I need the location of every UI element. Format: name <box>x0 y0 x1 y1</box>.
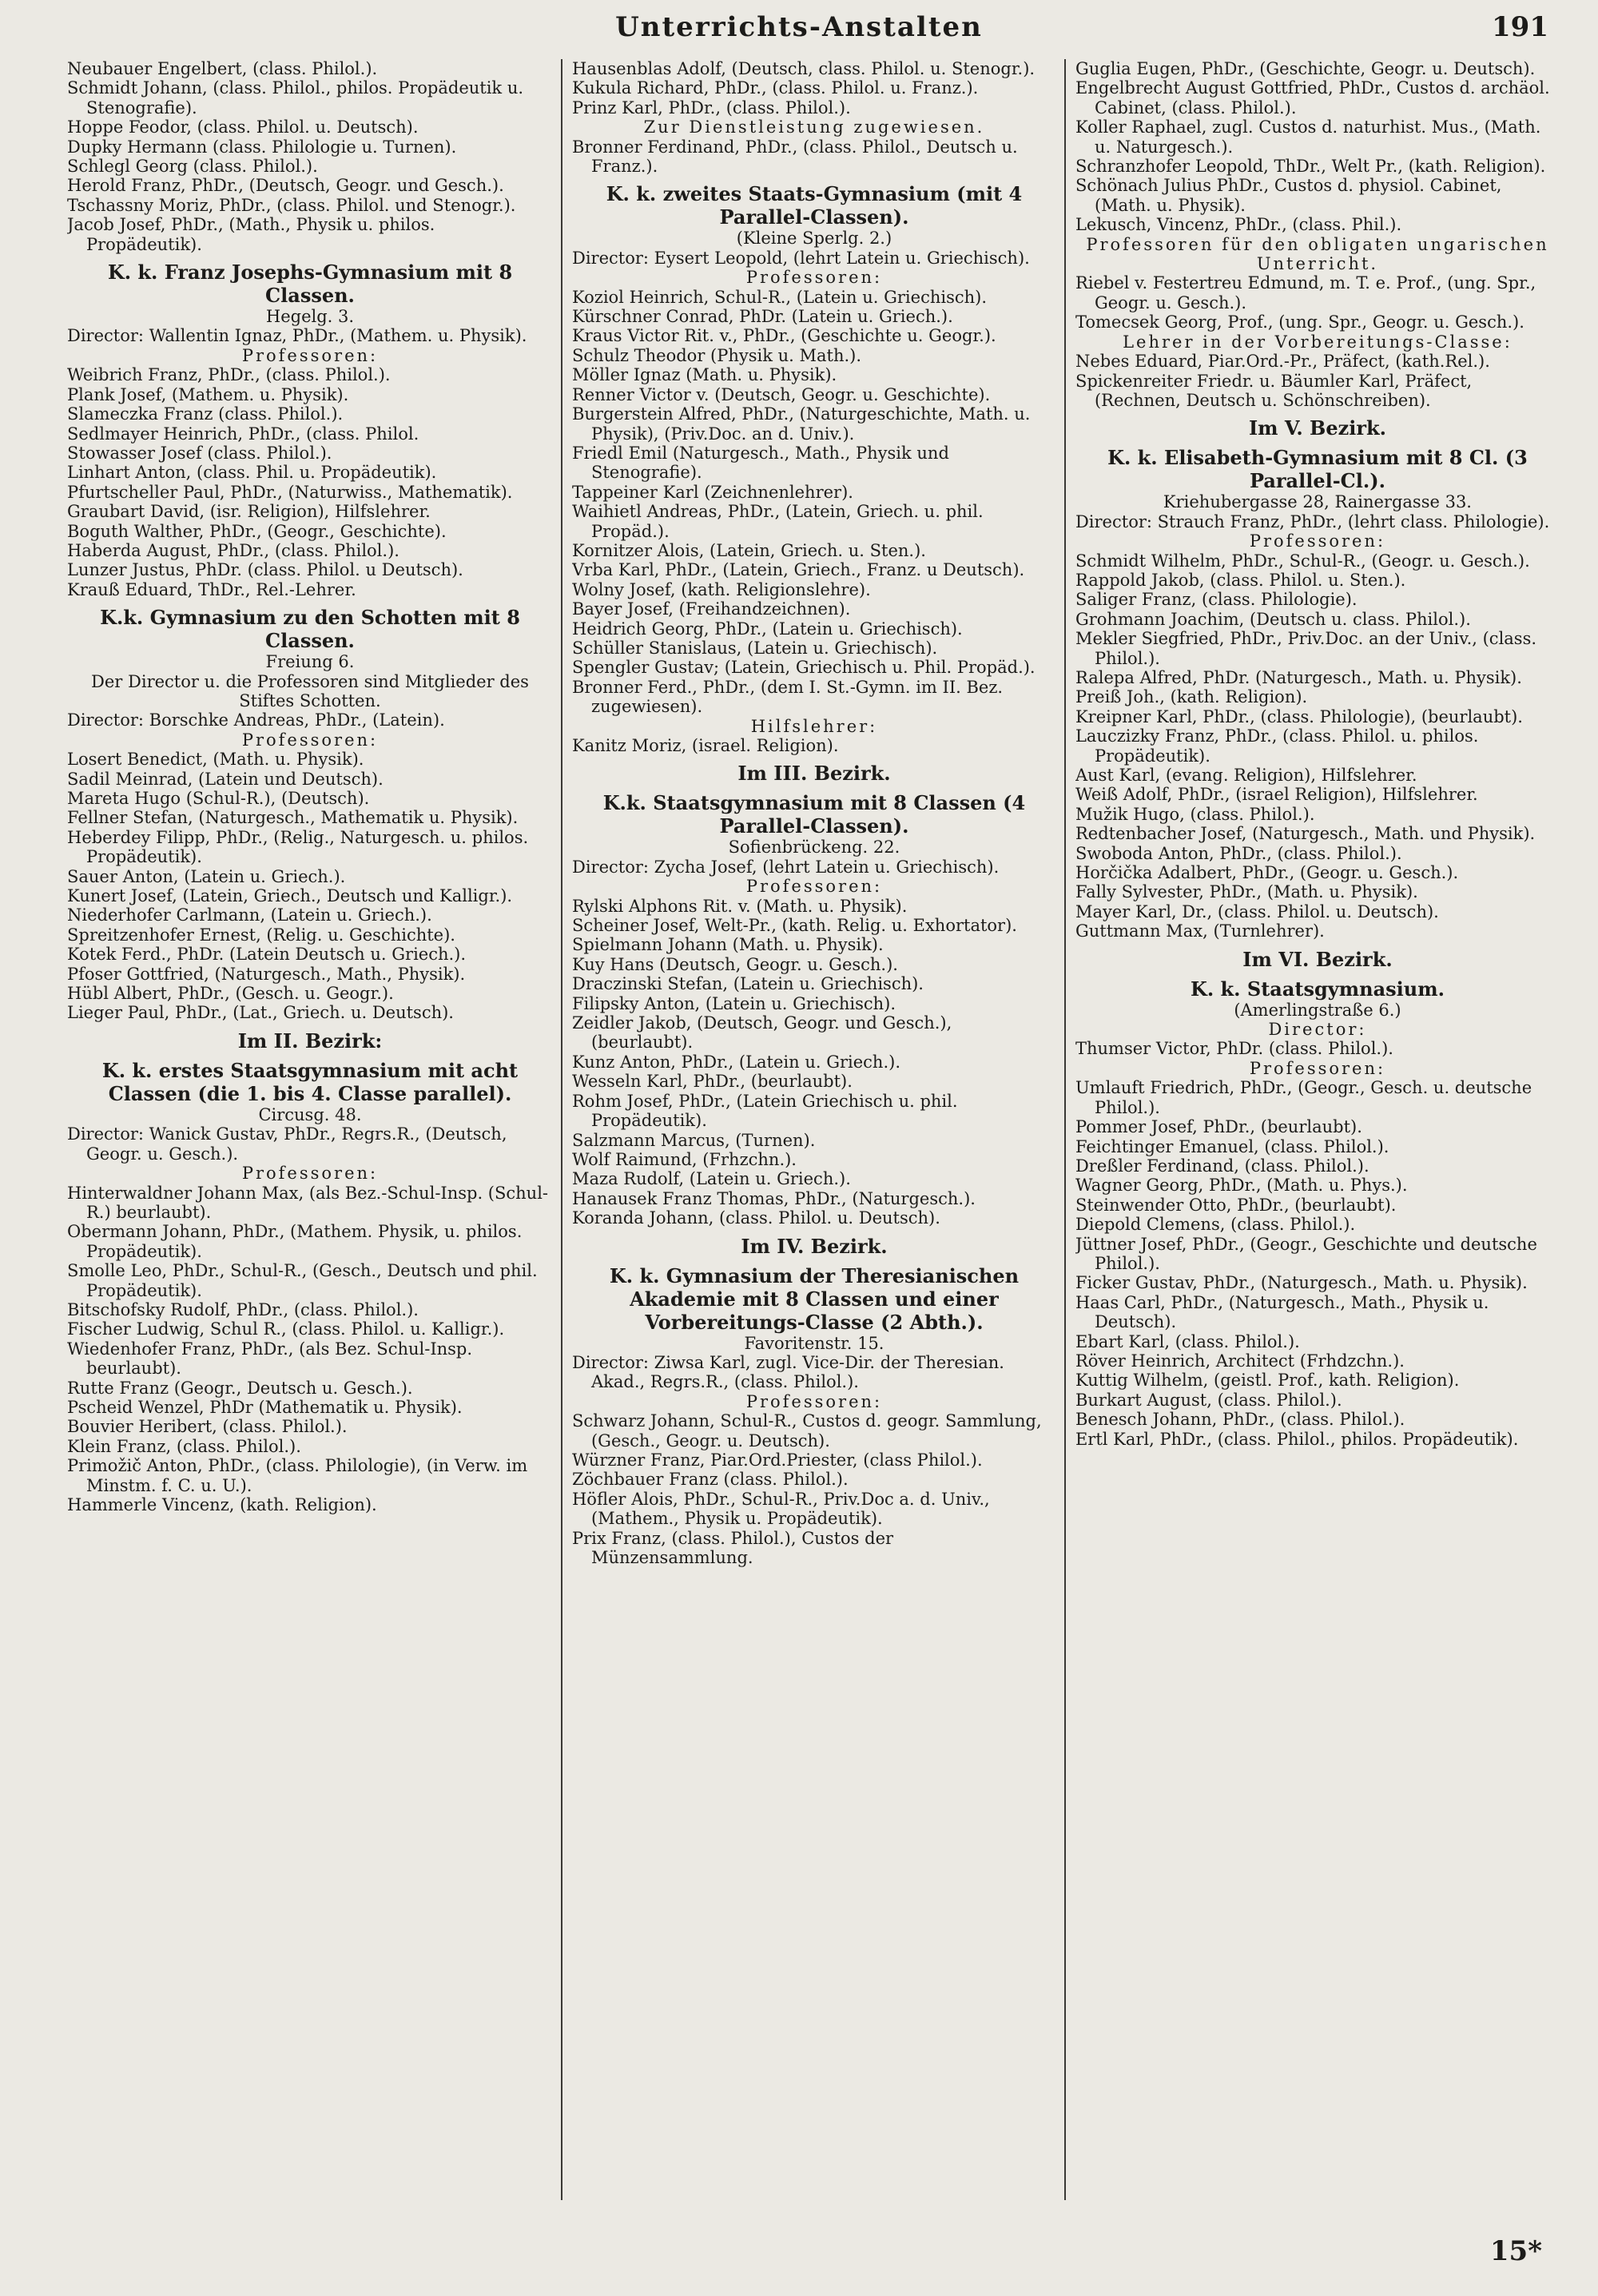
section-heading: Im II. Bezirk: <box>237 1029 383 1052</box>
address-line: Sofienbrückeng. 22. <box>728 838 900 858</box>
staff-entry: Schmidt Johann, (class. Philol., philos. Propädeutik u. Stenografie). <box>67 78 524 117</box>
section-heading: K. k. Franz Josephs-Gymnasium mit 8 Classen. <box>107 261 513 308</box>
staff-entry: Bayer Josef, (Freihandzeichnen). <box>571 599 851 619</box>
staff-entry: Ficker Gustav, PhDr., (Naturgesch., Math. u. Physik). <box>1075 1273 1528 1293</box>
staff-entry: Klein Franz, (class. Philol.). <box>67 1436 301 1456</box>
staff-entry: Wolny Josef, (kath. Religionslehre). <box>571 579 871 599</box>
staff-entry: Hinterwaldner Johann Max, (als Bez.-Schul-Insp. (Schul-R.) beurlaubt). <box>67 1183 549 1222</box>
staff-entry: Riebel v. Festertreu Edmund, m. T. e. Prof., (ung. Spr., Geogr. u. Gesch.). <box>1075 273 1536 312</box>
subsection-label: Hilfslehrer: <box>750 716 878 736</box>
staff-entry: Fellner Stefan, (Naturgesch., Mathematik u. Physik). <box>67 808 519 828</box>
staff-entry: Saliger Franz, (class. Philologie). <box>1075 590 1358 610</box>
staff-entry: Kotek Ferd., PhDr. (Latein Deutsch u. Griech.). <box>67 945 467 965</box>
staff-entry: Bronner Ferdinand, PhDr., (class. Philol., Deutsch u. Franz.). <box>571 137 1018 177</box>
staff-entry: Haberda August, PhDr., (class. Philol.). <box>67 540 400 560</box>
staff-entry: Director: Borschke Andreas, PhDr., (Latein). <box>67 710 445 730</box>
signature-mark: 15* <box>1489 2235 1542 2267</box>
staff-entry: Prix Franz, (class. Philol.), Custos der Münzensammlung. <box>571 1528 894 1567</box>
subsection-label: Professoren für den obligaten ungarischen Unterricht. <box>1086 234 1549 274</box>
staff-entry: Weiß Adolf, PhDr., (israel Religion), Hilfslehrer. <box>1075 785 1478 805</box>
staff-entry: Director: Wallentin Ignaz, PhDr., (Mathem. u. Physik). <box>67 326 527 346</box>
staff-entry: Bronner Ferd., PhDr., (dem I. St.-Gymn. im II. Bez. zugewiesen). <box>571 677 1004 717</box>
column-right <box>1064 59 1568 2200</box>
staff-entry: Burkart August, (class. Philol.). <box>1075 1390 1342 1410</box>
subsection-label: Professoren: <box>745 877 883 897</box>
column-left <box>58 59 561 2200</box>
staff-entry: Rappold Jakob, (class. Philol. u. Sten.). <box>1075 570 1406 590</box>
staff-entry: Höfler Alois, PhDr., Schul-R., Priv.Doc a. d. Univ., (Mathem., Physik u. Propädeutik). <box>571 1489 990 1529</box>
subsection-label: Professoren: <box>1249 1058 1386 1078</box>
section-heading: Im V. Bezirk. <box>1248 416 1386 440</box>
staff-entry: Benesch Johann, PhDr., (class. Philol.). <box>1075 1410 1405 1430</box>
address-line: Circusg. 48. <box>258 1104 362 1124</box>
staff-entry: Mayer Karl, Dr., (class. Philol. u. Deutsch). <box>1075 901 1439 921</box>
subsection-label: Professoren: <box>745 1391 883 1411</box>
staff-entry: Thumser Victor, PhDr. (class. Philol.). <box>1075 1039 1393 1059</box>
staff-entry: Pfoser Gottfried, (Naturgesch., Math., Physik). <box>67 964 466 984</box>
staff-entry: Director: Zycha Josef, (lehrt Latein u. Griechisch). <box>571 857 1000 877</box>
staff-entry: Waihietl Andreas, PhDr., (Latein, Griech. u. phil. Propäd.). <box>571 502 984 541</box>
section-heading: K. k. zweites Staats-Gymnasium (mit 4 Parallel-Classen). <box>606 182 1023 229</box>
staff-entry: Obermann Johann, PhDr., (Mathem. Physik, u. philos. Propädeutik). <box>67 1222 523 1261</box>
section-heading: K. k. Elisabeth-Gymnasium mit 8 Cl. (3 Parallel-Cl.). <box>1107 446 1528 493</box>
staff-entry: Rylski Alphons Rit. v. (Math. u. Physik). <box>571 896 908 916</box>
staff-entry: Friedl Emil (Naturgesch., Math., Physik und Stenografie). <box>571 443 949 483</box>
address-line: Favoritenstr. 15. <box>744 1333 884 1353</box>
staff-entry: Heberdey Filipp, PhDr., (Relig., Naturgesch. u. philos. Propädeutik). <box>67 827 529 867</box>
address-line: Kriehubergasse 28, Rainergasse 33. <box>1163 492 1472 512</box>
staff-entry: Slameczka Franz (class. Philol.). <box>67 404 344 424</box>
staff-entry: Kunert Josef, (Latein, Griech., Deutsch und Kalligr.). <box>67 886 513 906</box>
staff-entry: Vrba Karl, PhDr., (Latein, Griech., Franz. u Deutsch). <box>571 560 1025 580</box>
staff-entry: Schwarz Johann, Schul-R., Custos d. geogr. Sammlung, (Gesch., Geogr. u. Deutsch). <box>571 1411 1042 1450</box>
staff-entry: Lekusch, Vincenz, PhDr., (class. Phil.). <box>1075 215 1402 235</box>
staff-entry: Tschassny Moriz, PhDr., (class. Philol. und Stenogr.). <box>67 195 516 215</box>
staff-entry: Fischer Ludwig, Schul R., (class. Philol. u. Kalligr.). <box>67 1319 505 1339</box>
staff-entry: Preiß Joh., (kath. Religion). <box>1075 687 1308 707</box>
staff-entry: Spickenreiter Friedr. u. Bäumler Karl, Präfect, (Rechnen, Deutsch u. Schönschreiben). <box>1075 371 1473 410</box>
staff-entry: Stowasser Josef (class. Philol.). <box>67 443 332 463</box>
staff-entry: Burgerstein Alfred, PhDr., (Naturgeschichte, Math. u. Physik), (Priv.Doc. an d. Univ.). <box>571 404 1031 444</box>
staff-entry: Kraus Victor Rit. v., PhDr., (Geschichte u. Geogr.). <box>571 326 996 346</box>
staff-entry: Renner Victor v. (Deutsch, Geogr. u. Geschichte). <box>571 384 991 404</box>
staff-entry: Ertl Karl, PhDr., (class. Philol., philos. Propädeutik). <box>1075 1429 1519 1449</box>
column-middle <box>561 59 1064 2200</box>
staff-entry: Director: Ziwsa Karl, zugl. Vice-Dir. der Theresian. Akad., Regrs.R., (class. Philol.). <box>571 1352 1004 1392</box>
subsection-label: Lehrer in der Vorbereitungs-Classe: <box>1123 332 1513 352</box>
staff-entry: Bouvier Heribert, (class. Philol.). <box>67 1417 348 1437</box>
staff-entry: Krauß Eduard, ThDr., Rel.-Lehrer. <box>67 579 356 599</box>
staff-entry: Wolf Raimund, (Frhzchn.). <box>571 1149 797 1169</box>
staff-entry: Salzmann Marcus, (Turnen). <box>571 1130 816 1150</box>
staff-entry: Director: Wanick Gustav, PhDr., Regrs.R., (Deutsch, Geogr. u. Gesch.). <box>67 1124 507 1164</box>
staff-entry: Filipsky Anton, (Latein u. Griechisch). <box>571 993 896 1013</box>
section-heading: K. k. erstes Staatsgymnasium mit acht Classen (die 1. bis 4. Classe parallel). <box>101 1058 519 1105</box>
staff-entry: Fally Sylvester, PhDr., (Math. u. Physik). <box>1075 882 1418 902</box>
staff-entry: Neubauer Engelbert, (class. Philol.). <box>67 59 378 78</box>
staff-entry: Niederhofer Carlmann, (Latein u. Griech.). <box>67 905 432 925</box>
staff-entry: Kürschner Conrad, PhDr. (Latein u. Griech.). <box>571 307 953 327</box>
staff-entry: Koller Raphael, zugl. Custos d. naturhist. Mus., (Math. u. Naturgesch.). <box>1075 117 1541 157</box>
staff-entry: Hoppe Feodor, (class. Philol. u. Deutsch). <box>67 117 419 137</box>
staff-entry: Schulz Theodor (Physik u. Math.). <box>571 345 862 365</box>
staff-entry: Redtenbacher Josef, (Naturgesch., Math. und Physik). <box>1075 824 1536 844</box>
staff-entry: Horčička Adalbert, PhDr., (Geogr. u. Gesch.). <box>1075 863 1459 883</box>
staff-entry: Director: Eysert Leopold, (lehrt Latein u. Griechisch). <box>571 248 1030 268</box>
staff-entry: Diepold Clemens, (class. Philol.). <box>1075 1215 1356 1235</box>
staff-entry: Losert Benedict, (Math. u. Physik). <box>67 750 364 770</box>
staff-entry: Maza Rudolf, (Latein u. Griech.). <box>571 1169 851 1189</box>
staff-entry: Rutte Franz (Geogr., Deutsch u. Gesch.). <box>67 1378 413 1398</box>
staff-entry: Guglia Eugen, PhDr., (Geschichte, Geogr. u. Deutsch). <box>1075 59 1536 78</box>
staff-entry: Mužik Hugo, (class. Philol.). <box>1075 804 1315 824</box>
staff-entry: Dreßler Ferdinand, (class. Philol.). <box>1075 1156 1369 1176</box>
staff-entry: Hammerle Vincenz, (kath. Religion). <box>67 1495 377 1514</box>
staff-entry: Kornitzer Alois, (Latein, Griech. u. Sten.). <box>571 540 926 560</box>
subsection-label: Director: <box>1268 1020 1367 1040</box>
staff-entry: Rohm Josef, PhDr., (Latein Griechisch u. phil. Propädeutik). <box>571 1091 958 1131</box>
staff-entry: Guttmann Max, (Turnlehrer). <box>1075 921 1325 941</box>
staff-entry: Nebes Eduard, Piar.Ord.-Pr., Präfect, (kath.Rel.). <box>1075 352 1490 372</box>
staff-entry: Kuy Hans (Deutsch, Geogr. u. Gesch.). <box>571 954 898 974</box>
staff-entry: Sedlmayer Heinrich, PhDr., (class. Philol. <box>67 424 419 444</box>
address-line: (Amerlingstraße 6.) <box>1234 1000 1401 1020</box>
staff-entry: Kunz Anton, PhDr., (Latein u. Griech.). <box>571 1052 901 1072</box>
staff-entry: Zöchbauer Franz (class. Philol.). <box>571 1470 849 1490</box>
staff-entry: Kuttig Wilhelm, (geistl. Prof., kath. Religion). <box>1075 1371 1460 1391</box>
staff-entry: Swoboda Anton, PhDr., (class. Philol.). <box>1075 843 1402 863</box>
staff-entry: Weibrich Franz, PhDr., (class. Philol.). <box>67 365 391 385</box>
staff-entry: Pommer Josef, PhDr., (beurlaubt). <box>1075 1117 1362 1137</box>
staff-entry: Schlegl Georg (class. Philol.). <box>67 157 318 177</box>
section-heading: Im III. Bezirk. <box>737 762 891 786</box>
staff-entry: Schranzhofer Leopold, ThDr., Welt Pr., (kath. Religion). <box>1075 157 1546 177</box>
staff-entry: Ralepa Alfred, PhDr. (Naturgesch., Math. u. Physik). <box>1075 667 1522 687</box>
staff-entry: Director: Strauch Franz, PhDr., (lehrt class. Philologie). <box>1075 511 1550 531</box>
staff-entry: Schönach Julius PhDr., Custos d. physiol. Cabinet, (Math. u. Physik). <box>1075 176 1502 215</box>
staff-entry: Graubart David, (isr. Religion), Hilfslehrer. <box>67 502 431 522</box>
staff-entry: Grohmann Joachim, (Deutsch u. class. Philol.). <box>1075 609 1471 629</box>
subsection-label: Professoren: <box>241 345 379 365</box>
text-columns <box>58 59 1568 2200</box>
staff-entry: Spengler Gustav; (Latein, Griechisch u. Phil. Propäd.). <box>571 658 1036 678</box>
staff-entry: Haas Carl, PhDr., (Naturgesch., Math., Physik u. Deutsch). <box>1075 1292 1489 1332</box>
staff-entry: Wiedenhofer Franz, PhDr., (als Bez. Schul-Insp. beurlaubt). <box>67 1339 473 1379</box>
staff-entry: Mekler Siegfried, PhDr., Priv.Doc. an der Univ., (class. Philol.). <box>1075 629 1537 668</box>
staff-entry: Spielmann Johann (Math. u. Physik). <box>571 935 884 955</box>
staff-entry: Hausenblas Adolf, (Deutsch, class. Philol. u. Stenogr.). <box>571 59 1036 78</box>
staff-entry: Engelbrecht August Gottfried, PhDr., Custos d. archäol. Cabinet, (class. Philol.). <box>1075 78 1550 117</box>
staff-entry: Lauczizky Franz, PhDr., (class. Philol. u. philos. Propädeutik). <box>1075 726 1479 766</box>
staff-entry: Herold Franz, PhDr., (Deutsch, Geogr. und Gesch.). <box>67 176 504 196</box>
section-heading: Im VI. Bezirk. <box>1242 947 1393 971</box>
subsection-label: Professoren: <box>241 1164 379 1184</box>
staff-entry: Sadil Meinrad, (Latein und Deutsch). <box>67 769 384 789</box>
staff-entry: Tomecsek Georg, Prof., (ung. Spr., Geogr. u. Gesch.). <box>1075 312 1524 332</box>
staff-entry: Aust Karl, (evang. Religion), Hilfslehrer. <box>1075 766 1417 785</box>
staff-entry: Smolle Leo, PhDr., Schul-R., (Gesch., Deutsch und phil. Propädeutik). <box>67 1261 538 1300</box>
page-header-title: Unterrichts-Anstalten <box>615 11 983 43</box>
address-line: Freiung 6. <box>265 652 355 672</box>
staff-entry: Linhart Anton, (class. Phil. u. Propädeutik). <box>67 463 437 483</box>
staff-entry: Pfurtscheller Paul, PhDr., (Naturwiss., Mathematik). <box>67 482 513 502</box>
address-line: Der Director u. die Professoren sind Mitglieder des Stiftes Schotten. <box>91 671 529 710</box>
staff-entry: Draczinski Stefan, (Latein u. Griechisch). <box>571 974 924 994</box>
address-line: (Kleine Sperlg. 2.) <box>736 229 892 249</box>
staff-entry: Lieger Paul, PhDr., (Lat., Griech. u. Deutsch). <box>67 1003 454 1023</box>
staff-entry: Plank Josef, (Mathem. u. Physik). <box>67 384 349 404</box>
staff-entry: Kreipner Karl, PhDr., (class. Philologie), (beurlaubt). <box>1075 706 1523 726</box>
section-heading: K. k. Gymnasium der Theresianischen Akademie mit 8 Classen und einer Vorbereitungs-Classe (2 Abth.). <box>609 1263 1020 1334</box>
section-heading: Im IV. Bezirk. <box>741 1234 888 1258</box>
address-line: Hegelg. 3. <box>265 307 355 327</box>
staff-entry: Steinwender Otto, PhDr., (beurlaubt). <box>1075 1195 1397 1215</box>
staff-entry: Röver Heinrich, Architect (Frhdzchn.). <box>1075 1351 1405 1371</box>
subsection-label: Professoren: <box>241 730 379 750</box>
staff-entry: Jüttner Josef, PhDr., (Geogr., Geschichte und deutsche Philol.). <box>1075 1234 1537 1273</box>
staff-entry: Schmidt Wilhelm, PhDr., Schul-R., (Geogr. u. Gesch.). <box>1075 551 1530 571</box>
staff-entry: Spreitzenhofer Ernest, (Relig. u. Geschichte). <box>67 925 455 945</box>
staff-entry: Bitschofsky Rudolf, PhDr., (class. Philol.). <box>67 1299 419 1319</box>
section-heading: K. k. Staatsgymnasium. <box>1190 977 1445 1001</box>
staff-entry: Kukula Richard, PhDr., (class. Philol. u. Franz.). <box>571 78 979 98</box>
staff-entry: Primožič Anton, PhDr., (class. Philologie), (in Verw. im Minstm. f. C. u. U.). <box>67 1456 528 1495</box>
subsection-label: Zur Dienstleistung zugewiesen. <box>643 117 985 137</box>
staff-entry: Sauer Anton, (Latein u. Griech.). <box>67 866 346 886</box>
staff-entry: Möller Ignaz (Math. u. Physik). <box>571 365 837 385</box>
section-heading: K.k. Staatsgymnasium mit 8 Classen (4 Parallel-Classen). <box>602 791 1026 838</box>
staff-entry: Würzner Franz, Piar.Ord.Priester, (class Philol.). <box>571 1450 983 1470</box>
staff-entry: Mareta Hugo (Schul-R.), (Deutsch). <box>67 789 370 808</box>
staff-entry: Boguth Walther, PhDr., (Geogr., Geschichte). <box>67 521 447 541</box>
staff-entry: Umlauft Friedrich, PhDr., (Geogr., Gesch. u. deutsche Philol.). <box>1075 1078 1532 1117</box>
staff-entry: Hanausek Franz Thomas, PhDr., (Naturgesch.). <box>571 1188 976 1208</box>
staff-entry: Prinz Karl, PhDr., (class. Philol.). <box>571 97 851 117</box>
staff-entry: Heidrich Georg, PhDr., (Latein u. Griechisch). <box>571 619 963 639</box>
staff-entry: Ebart Karl, (class. Philol.). <box>1075 1331 1300 1351</box>
subsection-label: Professoren: <box>745 268 883 288</box>
staff-entry: Kanitz Moriz, (israel. Religion). <box>571 736 839 755</box>
subsection-label: Professoren: <box>1249 531 1386 551</box>
staff-entry: Feichtinger Emanuel, (class. Philol.). <box>1075 1136 1389 1156</box>
staff-entry: Wagner Georg, PhDr., (Math. u. Phys.). <box>1075 1176 1408 1196</box>
staff-entry: Tappeiner Karl (Zeichnenlehrer). <box>571 482 853 502</box>
staff-entry: Wesseln Karl, PhDr., (beurlaubt). <box>571 1072 853 1092</box>
staff-entry: Scheiner Josef, Welt-Pr., (kath. Relig. u. Exhortator). <box>571 916 1017 936</box>
staff-entry: Jacob Josef, PhDr., (Math., Physik u. philos. Propädeutik). <box>67 215 435 254</box>
staff-entry: Pscheid Wenzel, PhDr (Mathematik u. Physik). <box>67 1397 463 1417</box>
staff-entry: Zeidler Jakob, (Deutsch, Geogr. und Gesch.), (beurlaubt). <box>571 1013 952 1052</box>
staff-entry: Schüller Stanislaus, (Latein u. Griechisch). <box>571 638 938 658</box>
page-number: 191 <box>1492 11 1548 43</box>
staff-entry: Koziol Heinrich, Schul-R., (Latein u. Griechisch). <box>571 287 987 307</box>
staff-entry: Dupky Hermann (class. Philologie u. Turnen). <box>67 137 457 157</box>
staff-entry: Koranda Johann, (class. Philol. u. Deutsch). <box>571 1208 940 1228</box>
staff-entry: Hübl Albert, PhDr., (Gesch. u. Geogr.). <box>67 984 394 1004</box>
staff-entry: Lunzer Justus, PhDr. (class. Philol. u Deutsch). <box>67 560 463 580</box>
section-heading: K.k. Gymnasium zu den Schotten mit 8 Classen. <box>100 606 520 653</box>
